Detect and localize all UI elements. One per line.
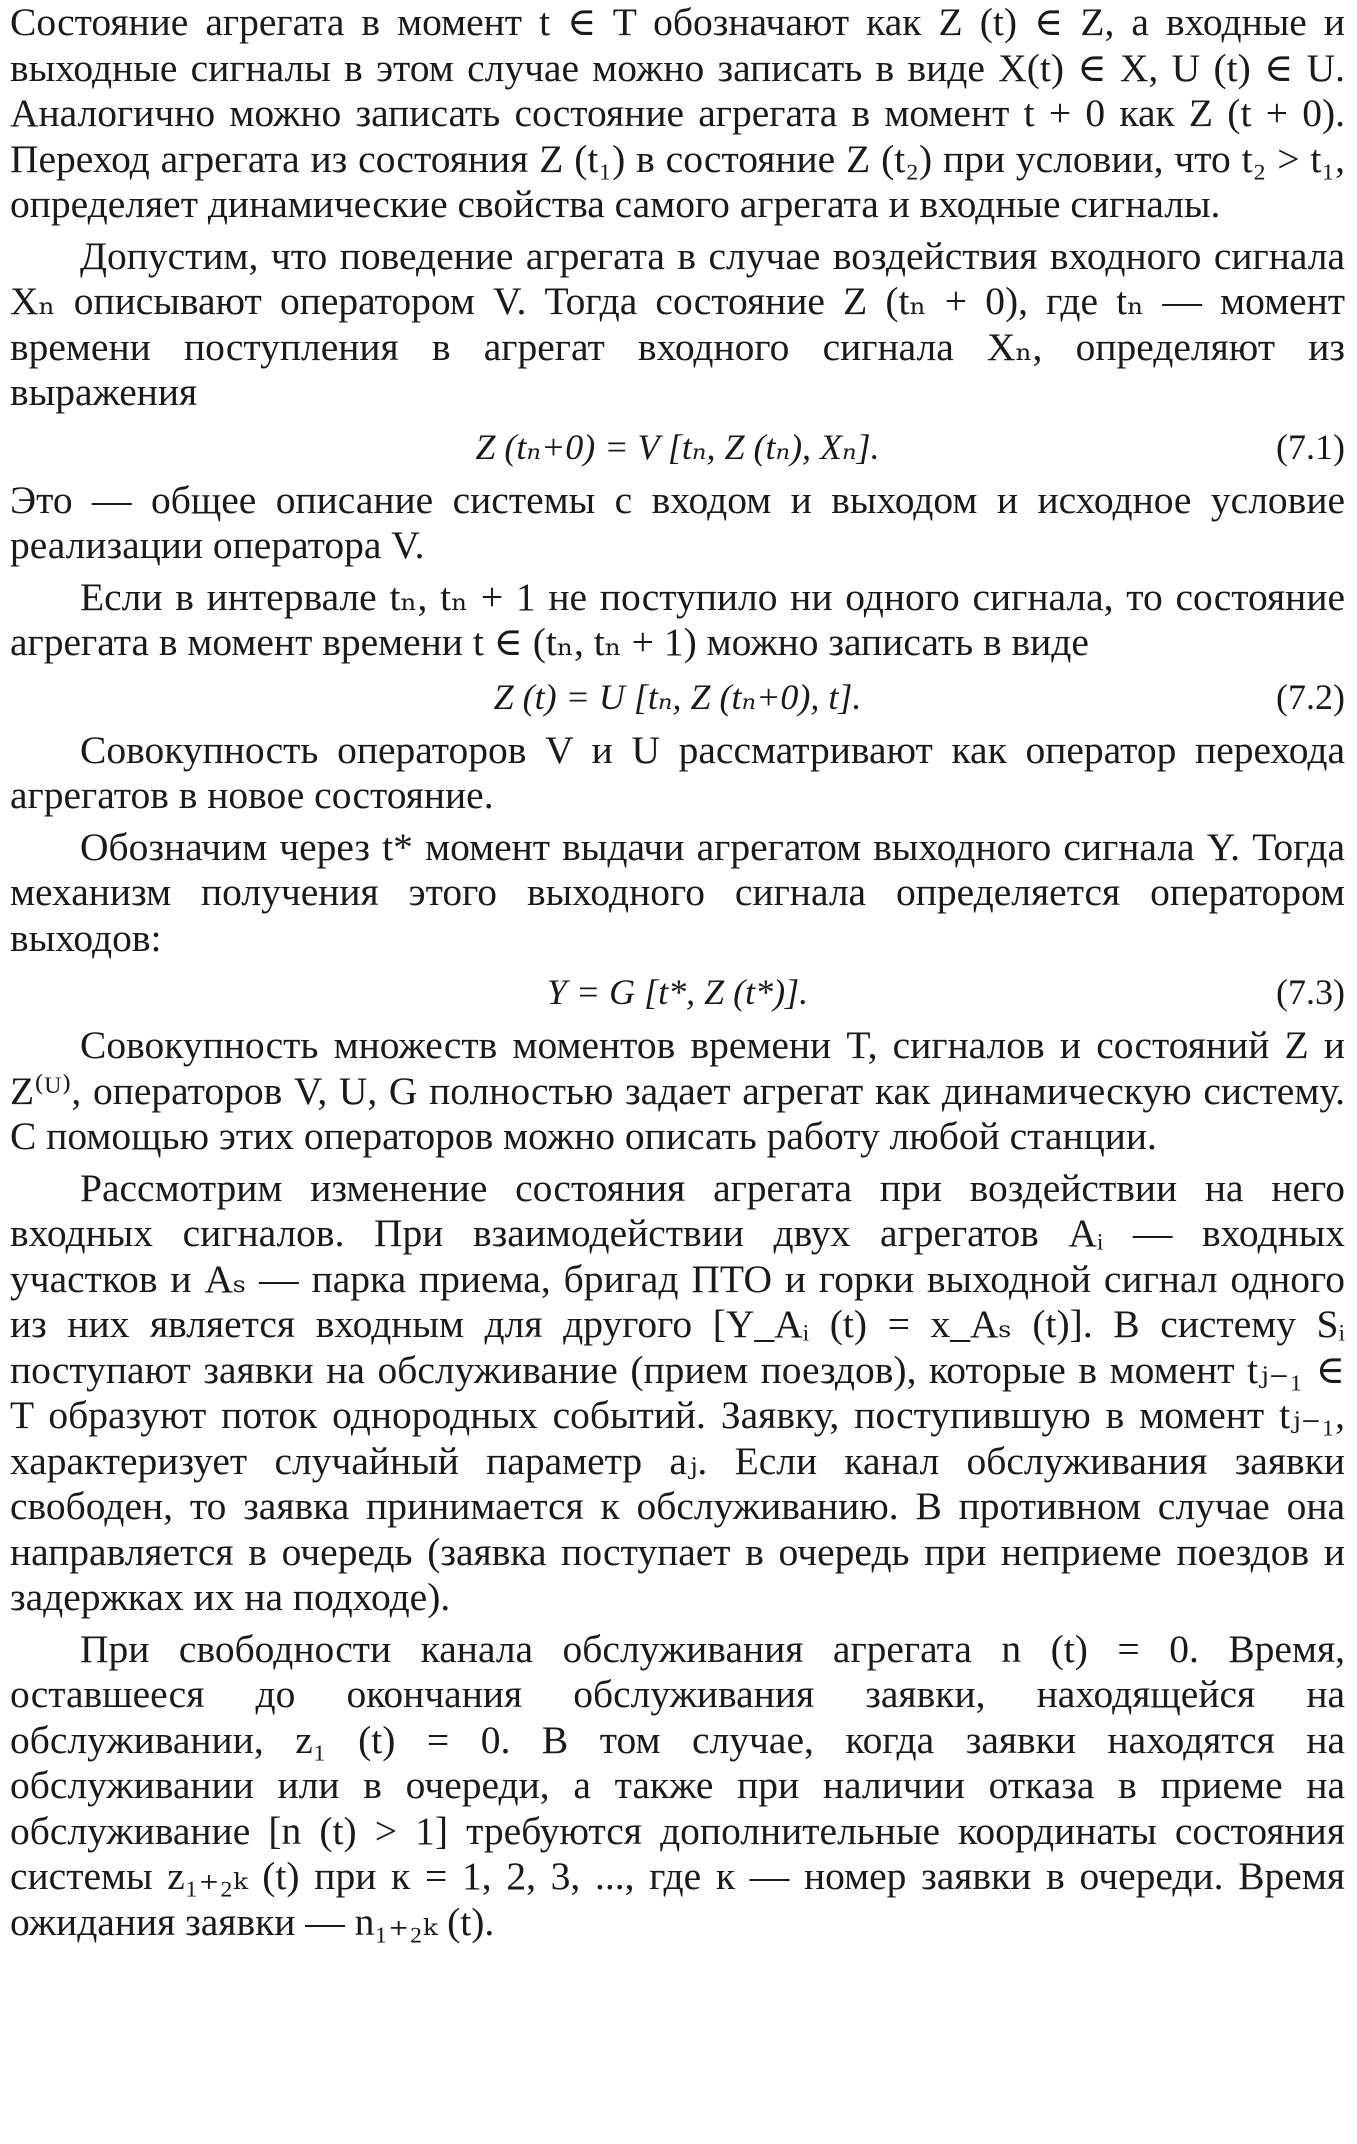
paragraph-8: Рассмотрим изменение состояния агрегата при воздействии на него входных сигналов. При взаимодействии двух агрегатов Aᵢ — входных участков и Aₛ — парка приема, бригад ПТО и горки выходной сигнал одного из них является входным для другого [Y_Aᵢ (t) = x_Aₛ (t)]. В систему Sᵢ поступают заявки на обслуживание (прием поездов), которые в момент tⱼ₋₁ ∈ T образуют поток однородных событий. Заявку, поступившую в момент tⱼ₋₁, характеризует случайный параметр aⱼ. Если канал обслуживания заявки свободен, то заявка принимается к обслуживанию. В противном случае она направляется в очередь (заявка поступает в очередь при неприеме поездов и задержках их на подходе). <box>10 1165 1345 1619</box>
equation-7-1-number: (7.1) <box>1276 426 1345 467</box>
paragraph-6: Обозначим через t* момент выдачи агрегатом выходного сигнала Y. Тогда механизм получения этого выходного сигнала определяется оператором выходов: <box>10 824 1345 960</box>
paragraph-2: Допустим, что поведение агрегата в случае воздействия входного сигнала Xₙ описывают оператором V. Тогда состояние Z (tₙ + 0), где tₙ — момент времени поступления в агрегат входного сигнала Xₙ, определяют из выражения <box>10 233 1345 414</box>
equation-7-1-formula: Z (tₙ+0) = V [tₙ, Z (tₙ), Xₙ]. <box>475 426 880 467</box>
paragraph-4: Если в интервале tₙ, tₙ + 1 не поступило ни одного сигнала, то состояние агрегата в момент времени t ∈ (tₙ, tₙ + 1) можно записать в виде <box>10 574 1345 664</box>
paragraph-7: Совокупность множеств моментов времени T, сигналов и состояний Z и Z⁽ᵁ⁾, операторов V, U, G полностью задает агрегат как динамическую систему. С помощью этих операторов можно описать работу любой станции. <box>10 1023 1345 1158</box>
paragraph-5: Совокупность операторов V и U рассматривают как оператор перехода агрегатов в новое состояние. <box>10 727 1345 817</box>
equation-7-1 <box>10 424 1345 470</box>
equation-7-3-number: (7.3) <box>1276 972 1345 1012</box>
equation-7-3-formula: Y = G [t*, Z (t*)]. <box>546 972 809 1012</box>
equation-7-2-formula: Z (t) = U [tₙ, Z (tₙ+0), t]. <box>493 676 862 717</box>
paragraph-3: Это — общее описание системы с входом и выходом и исходное условие реализации оператора V. <box>10 477 1345 567</box>
equation-7-2 <box>10 674 1345 720</box>
paragraph-9: При свободности канала обслуживания агрегата n (t) = 0. Время, оставшееся до окончания обслуживания заявки, находящейся на обслуживании, z₁ (t) = 0. В том случае, когда заявки находятся на обслуживании или в очереди, а также при наличии отказа в приеме на обслуживание [n (t) > 1] требуются дополнительные координаты состояния системы z₁₊₂ₖ (t) при к = 1, 2, 3, ..., где к — номер заявки в очереди. Время ожидания заявки — n₁₊₂ₖ (t). <box>10 1626 1345 1944</box>
paragraph-1: Состояние агрегата в момент t ∈ T обозначают как Z (t) ∈ Z, а входные и выходные сигналы в этом случае можно записать в виде X(t) ∈ X, U (t) ∈ U. Аналогично можно записать состояние агрегата в момент t + 0 как Z (t + 0). Переход агрегата из состояния Z (t₁) в состояние Z (t₂) при условии, что t₂ > t₁, определяет динамические свойства самого агрегата и входные сигналы. <box>10 0 1345 226</box>
equation-7-3 <box>10 969 1345 1015</box>
document-page <box>10 0 1345 1945</box>
equation-7-2-number: (7.2) <box>1276 676 1345 717</box>
